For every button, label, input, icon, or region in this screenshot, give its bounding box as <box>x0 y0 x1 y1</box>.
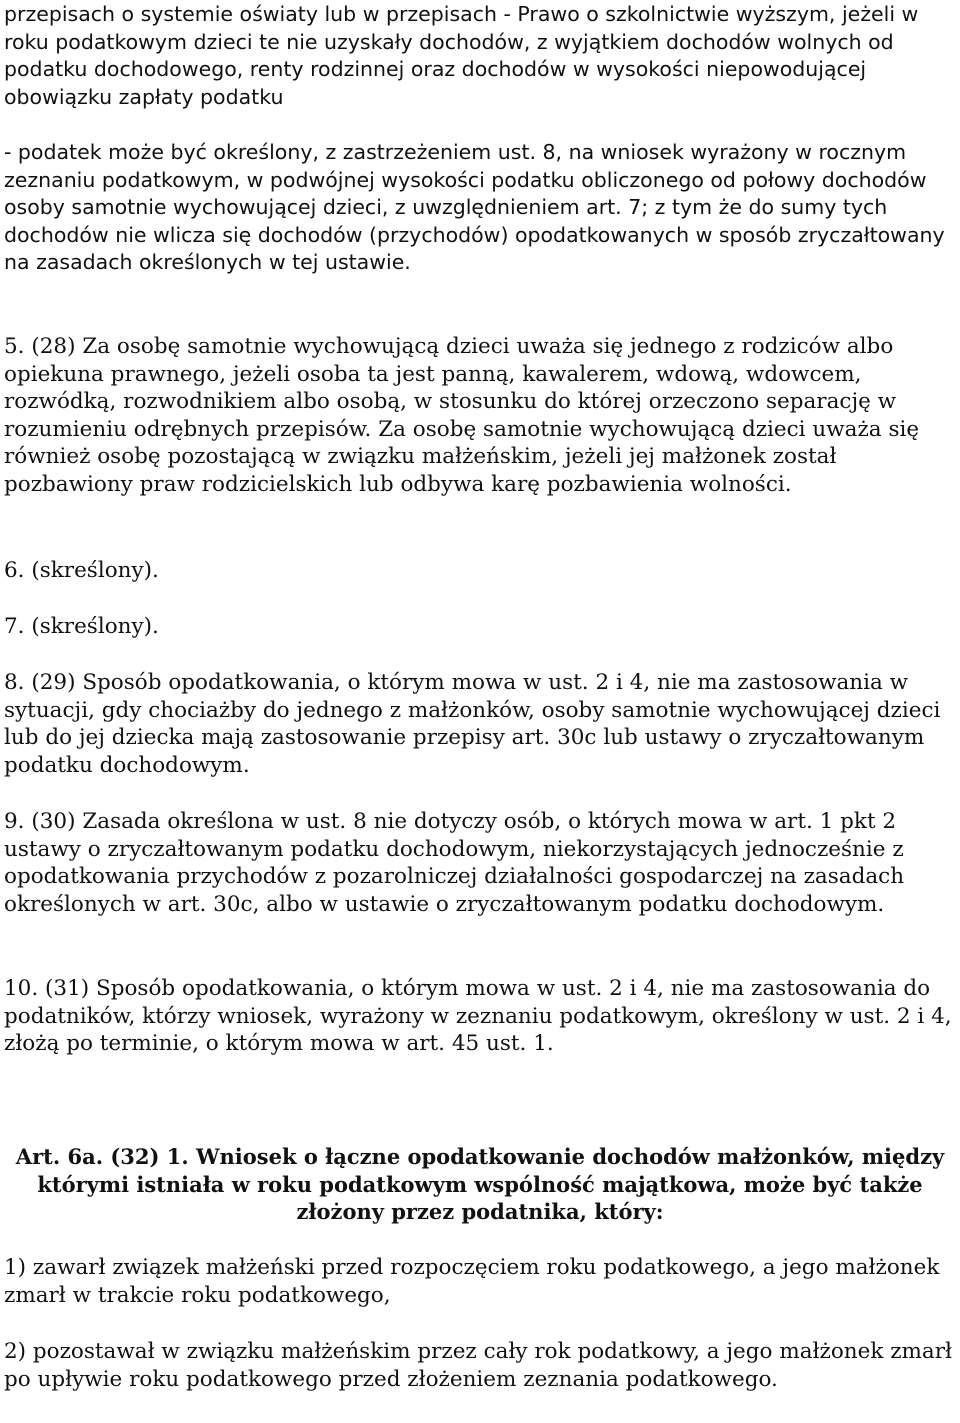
intro-paragraph: przepisach o systemie oświaty lub w przepisach - Prawo o szkolnictwie wyższym, jeżeli w roku podatkowym dzieci te nie uzyskały dochodów, z wyjątkiem dochodów wolnych od podatku dochodowego, renty rodzinnej oraz dochodów w wysokości niepowodującej obowiązku zapłaty podatku <box>4 2 919 109</box>
paragraph-6: 6. (skreślony). <box>4 558 159 583</box>
paragraph-5: 5. (28) Za osobę samotnie wychowującą dzieci uważa się jednego z rodziców albo opiekuna prawnego, jeżeli osoba ta jest panną, kawalerem, wdową, wdowcem, rozwódką, rozwodnikiem albo osobą, w stosunku do której orzeczono separację w rozumieniu odrębnych przepisów. Za osobę samotnie wychowującą dzieci uważa się również osobę pozostającą w związku małżeńskim, jeżeli jej małżonek został pozbawiony praw rodzicielskich lub odbywa karę pozbawienia wolności. <box>4 334 920 497</box>
paragraph-7: 7. (skreślony). <box>4 614 159 639</box>
article-heading: Art. 6a. (32) 1. Wniosek o łączne opodatkowanie dochodów małżonków, między którymi istniała w roku podatkowym wspólność majątkowa, może być także złożony przez podatnika, który: <box>15 1144 945 1225</box>
list-item-2: 2) pozostawał w związku małżeńskim przez cały rok podatkowy, a jego małżonek zmarł po upływie roku podatkowego przed złożeniem zeznania podatkowego. <box>4 1339 952 1392</box>
paragraph-10: 10. (31) Sposób opodatkowania, o którym mowa w ust. 2 i 4, nie ma zastosowania do podatników, którzy wniosek, wyrażony w zeznaniu podatkowym, określony w ust. 2 i 4, złożą po terminie, o którym mowa w art. 45 ust. 1. <box>4 976 952 1057</box>
paragraph-8: 8. (29) Sposób opodatkowania, o którym mowa w ust. 2 i 4, nie ma zastosowania w sytuacji, gdy chociażby do jednego z małżonków, osoby samotnie wychowującej dzieci lub do jej dziecka mają zastosowanie przepisy art. 30c lub ustawy o zryczałtowanym podatku dochodowym. <box>4 670 941 778</box>
paragraph-tax-determination: - podatek może być określony, z zastrzeżeniem ust. 8, na wniosek wyrażony w rocznym zeznaniu podatkowym, w podwójnej wysokości podatku obliczonego od połowy dochodów osoby samotnie wychowującej dzieci, z uwzględnieniem art. 7; z tym że do sumy tych dochodów nie wlicza się dochodów (przychodów) opodatkowanych w sposób zryczałtowany na zasadach określonych w tej ustawie. <box>4 140 945 275</box>
paragraph-9: 9. (30) Zasada określona w ust. 8 nie dotyczy osób, o których mowa w art. 1 pkt 2 ustawy o zryczałtowanym podatku dochodowym, niekorzystających jednocześnie z opodatkowania przychodów z pozarolniczej działalności gospodarczej na zasadach określonych w art. 30c, albo w ustawie o zryczałtowanym podatku dochodowym. <box>4 809 905 917</box>
list-item-1: 1) zawarł związek małżeński przed rozpoczęciem roku podatkowego, a jego małżonek zmarł w trakcie roku podatkowego, <box>4 1255 940 1308</box>
